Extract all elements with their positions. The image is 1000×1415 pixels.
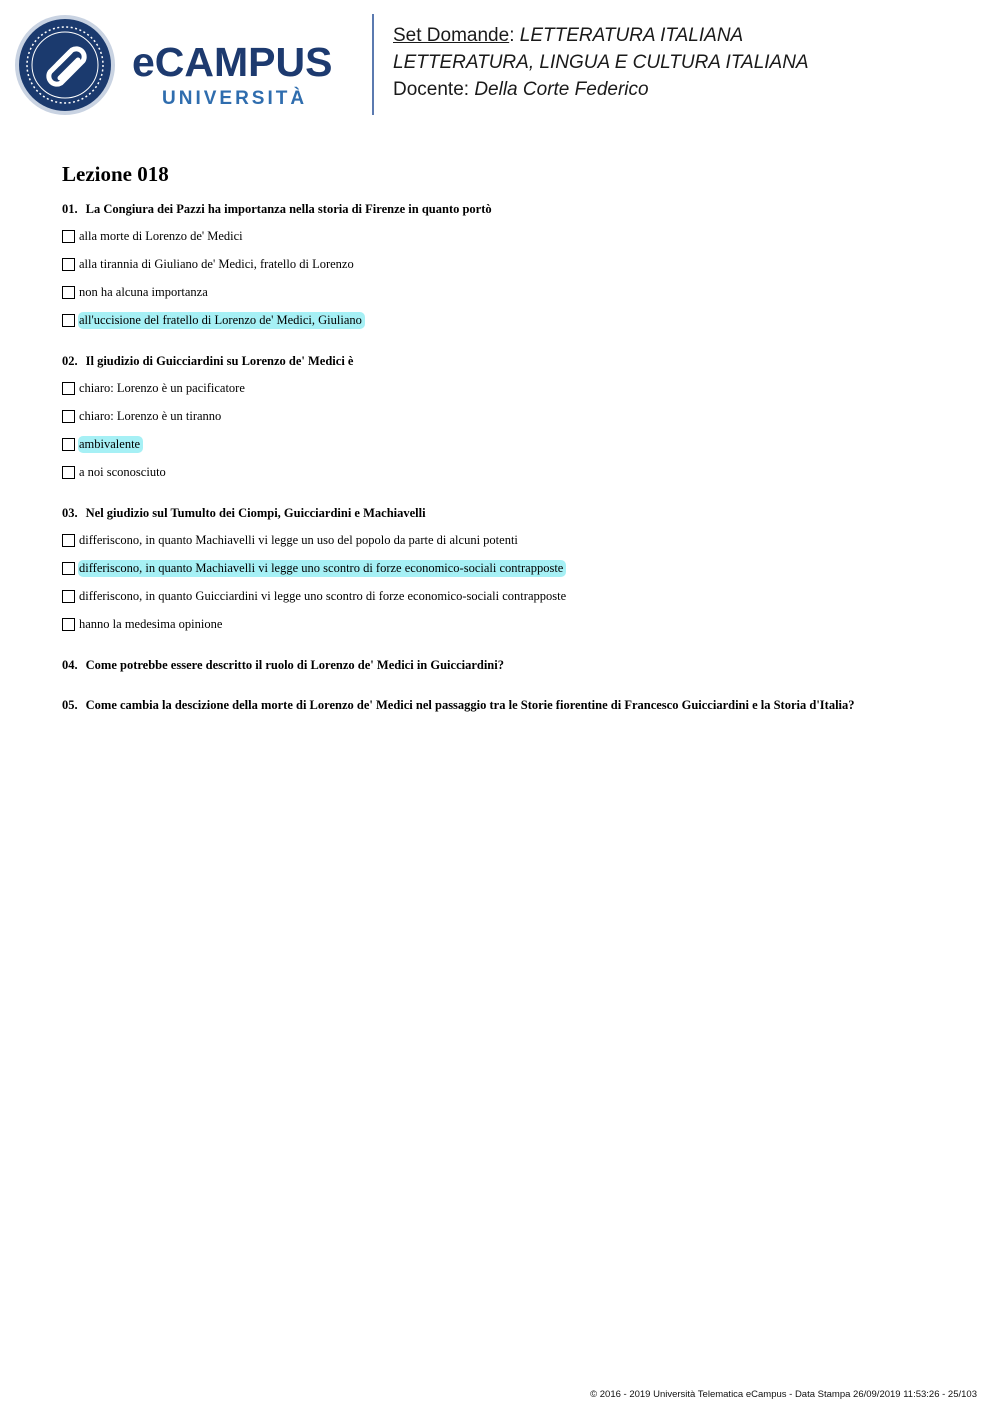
question-number: 05. <box>62 698 78 712</box>
question-number: 04. <box>62 658 78 672</box>
answer-option[interactable] <box>62 463 962 481</box>
answer-option[interactable] <box>62 615 962 633</box>
question-label: Come potrebbe essere descritto il ruolo di Lorenzo de' Medici in Guicciardini? <box>85 658 504 672</box>
question-label: La Congiura dei Pazzi ha importanza nella storia di Firenze in quanto portò <box>85 202 492 216</box>
question-block <box>62 505 962 633</box>
answer-option[interactable] <box>62 311 962 329</box>
answer-label: chiaro: Lorenzo è un tiranno <box>79 408 222 423</box>
open-question-block <box>62 657 962 673</box>
question-block <box>62 201 962 329</box>
set-value: LETTERATURA ITALIANA <box>519 25 744 46</box>
answer-checkbox[interactable] <box>62 382 75 395</box>
set-label: Set Domande <box>393 25 510 46</box>
answer-option[interactable] <box>62 283 962 301</box>
course-line <box>393 49 809 76</box>
set-line: Set Domande: LETTERATURA ITALIANA <box>393 25 744 46</box>
question-number: 01. <box>62 202 78 216</box>
teacher-line <box>393 76 809 103</box>
ecampus-seal-logo <box>14 14 116 116</box>
answer-option[interactable] <box>62 227 962 245</box>
correct-answer-label: ambivalente <box>78 436 143 453</box>
page-footer: © 2016 - 2019 Università Telematica eCampus - Data Stampa 26/09/2019 11:53:26 - 25/103 <box>590 1389 977 1400</box>
answer-checkbox[interactable] <box>62 230 75 243</box>
question-text <box>62 657 962 673</box>
answer-checkbox[interactable] <box>62 618 75 631</box>
answer-option[interactable] <box>62 255 962 273</box>
quiz-content <box>62 160 962 737</box>
question-text <box>62 201 962 217</box>
answer-option[interactable] <box>62 559 962 577</box>
answer-label: differiscono, in quanto Guicciardini vi legge uno scontro di forze economico-sociali contrapposte <box>79 588 567 603</box>
page-header <box>0 0 1000 130</box>
question-label: Come cambia la descizione della morte di Lorenzo de' Medici nel passaggio tra le Storie fiorentine di Francesco Guicciardini e la Storia d'Italia? <box>85 698 855 712</box>
course-name: LETTERATURA, LINGUA E CULTURA ITALIANA <box>393 52 809 73</box>
lesson-title: Lezione 018 <box>62 162 169 186</box>
answer-option[interactable] <box>62 379 962 397</box>
answer-label: chiaro: Lorenzo è un pacificatore <box>79 380 245 395</box>
answer-option[interactable] <box>62 531 962 549</box>
question-number: 02. <box>62 354 78 368</box>
answer-checkbox[interactable] <box>62 438 75 451</box>
answer-label: non ha alcuna importanza <box>79 284 208 299</box>
answer-checkbox[interactable] <box>62 314 75 327</box>
answer-label: a noi sconosciuto <box>79 464 166 479</box>
correct-answer-label: all'uccisione del fratello di Lorenzo de' Medici, Giuliano <box>78 312 365 329</box>
answer-label: hanno la medesima opinione <box>79 616 223 631</box>
answer-checkbox[interactable] <box>62 466 75 479</box>
question-number: 03. <box>62 506 78 520</box>
question-text <box>62 697 962 713</box>
answer-label: alla tirannia di Giuliano de' Medici, fratello di Lorenzo <box>79 256 354 271</box>
answer-checkbox[interactable] <box>62 562 75 575</box>
brand-name: eCAMPUS <box>132 39 333 85</box>
answer-checkbox[interactable] <box>62 534 75 547</box>
answer-option[interactable] <box>62 407 962 425</box>
question-block <box>62 353 962 481</box>
answer-checkbox[interactable] <box>62 286 75 299</box>
question-text <box>62 505 962 521</box>
answer-checkbox[interactable] <box>62 258 75 271</box>
answer-label: alla morte di Lorenzo de' Medici <box>79 228 243 243</box>
answer-option[interactable] <box>62 435 962 453</box>
answer-checkbox[interactable] <box>62 590 75 603</box>
teacher-label: Docente: <box>393 79 470 100</box>
teacher-name: Della Corte Federico <box>474 79 649 100</box>
question-text <box>62 353 962 369</box>
answer-label: differiscono, in quanto Machiavelli vi legge un uso del popolo da parte di alcuni potenti <box>79 532 518 547</box>
question-label: Il giudizio di Guicciardini su Lorenzo de' Medici è <box>85 354 354 368</box>
brand-subtitle: UNIVERSITÀ <box>162 88 308 109</box>
answer-option[interactable] <box>62 587 962 605</box>
course-info <box>393 22 809 103</box>
answer-checkbox[interactable] <box>62 410 75 423</box>
correct-answer-label: differiscono, in quanto Machiavelli vi legge uno scontro di forze economico-sociali contrapposte <box>78 560 566 577</box>
open-question-block <box>62 697 962 713</box>
question-label: Nel giudizio sul Tumulto dei Ciompi, Guicciardini e Machiavelli <box>85 506 426 520</box>
header-divider <box>372 14 374 115</box>
